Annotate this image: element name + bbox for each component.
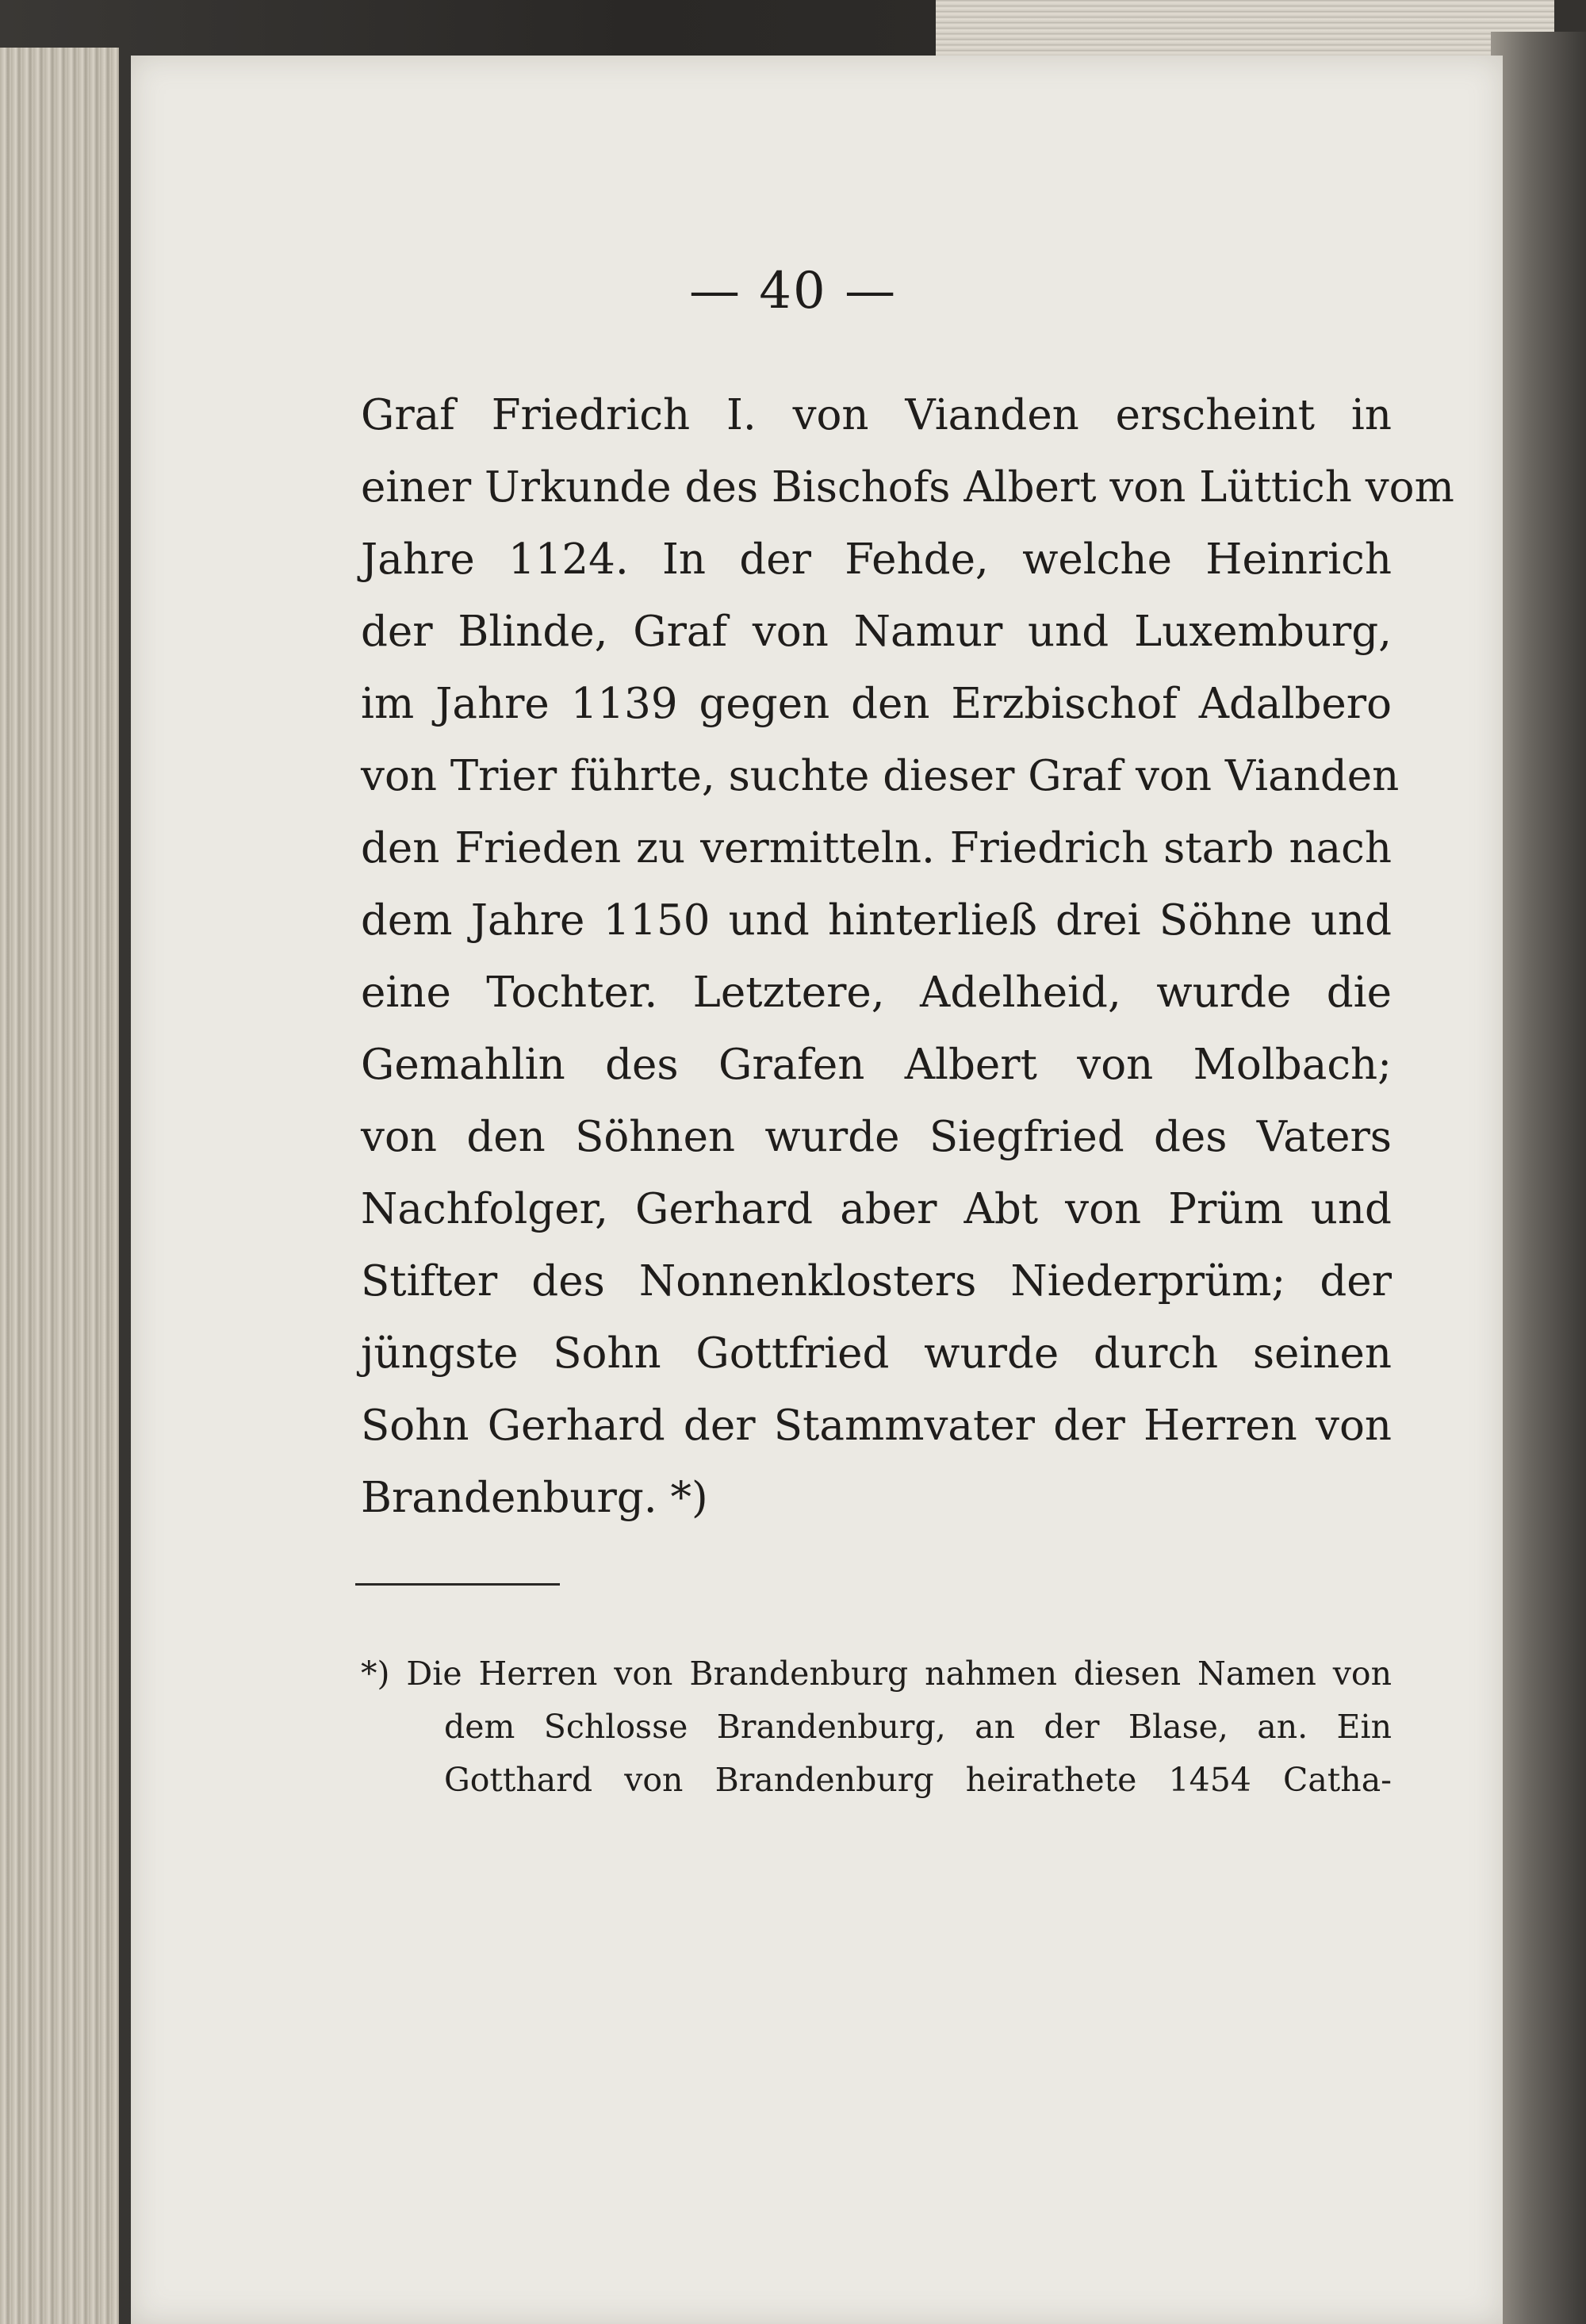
body-line: eine Tochter. Letztere, Adelheid, wurde die — [361, 968, 1392, 1017]
footnote-line: dem Schlosse Brandenburg, an der Blase, an. Ein — [444, 1708, 1392, 1746]
body-line: Nachfolger, Gerhard aber Abt von Prüm und — [361, 1185, 1392, 1233]
book-right-page-edges — [1491, 32, 1586, 2324]
body-line: von Trier führte, suchte dieser Graf von Vianden — [361, 752, 1400, 800]
body-line: Gemahlin des Grafen Albert von Molbach; — [361, 1041, 1392, 1089]
body-line: Sohn Gerhard der Stammvater der Herren von — [361, 1402, 1392, 1450]
footnote-line: Gotthard von Brandenburg heirathete 1454 Catha- — [444, 1761, 1392, 1799]
body-line: im Jahre 1139 gegen den Erzbischof Adalbero — [361, 680, 1392, 728]
body-line: Stifter des Nonnenklosters Niederprüm; der — [361, 1257, 1392, 1306]
body-line: von den Söhnen wurde Siegfried des Vaters — [361, 1113, 1392, 1161]
body-line: der Blinde, Graf von Namur und Luxemburg, — [361, 608, 1392, 656]
body-line: jüngste Sohn Gottfried wurde durch seinen — [361, 1329, 1392, 1378]
book-left-page-edges — [0, 48, 119, 2324]
body-line: Brandenburg. *) — [361, 1474, 708, 1522]
page-number: — 40 — — [688, 262, 898, 320]
book-top-edge — [936, 0, 1554, 56]
body-line: Graf Friedrich I. von Vianden erscheint in — [361, 391, 1392, 439]
body-line: den Frieden zu vermitteln. Friedrich starb nach — [361, 824, 1392, 872]
body-line: dem Jahre 1150 und hinterließ drei Söhne und — [361, 896, 1392, 945]
body-text — [361, 379, 1454, 1534]
footnote-line: *) Die Herren von Brandenburg nahmen diesen Namen von — [361, 1655, 1392, 1693]
footnote-separator — [355, 1583, 560, 1586]
body-line: einer Urkunde des Bischofs Albert von Lüttich vom — [361, 463, 1454, 512]
body-line: Jahre 1124. In der Fehde, welche Heinrich — [361, 535, 1392, 584]
footnote — [361, 1647, 1392, 1807]
